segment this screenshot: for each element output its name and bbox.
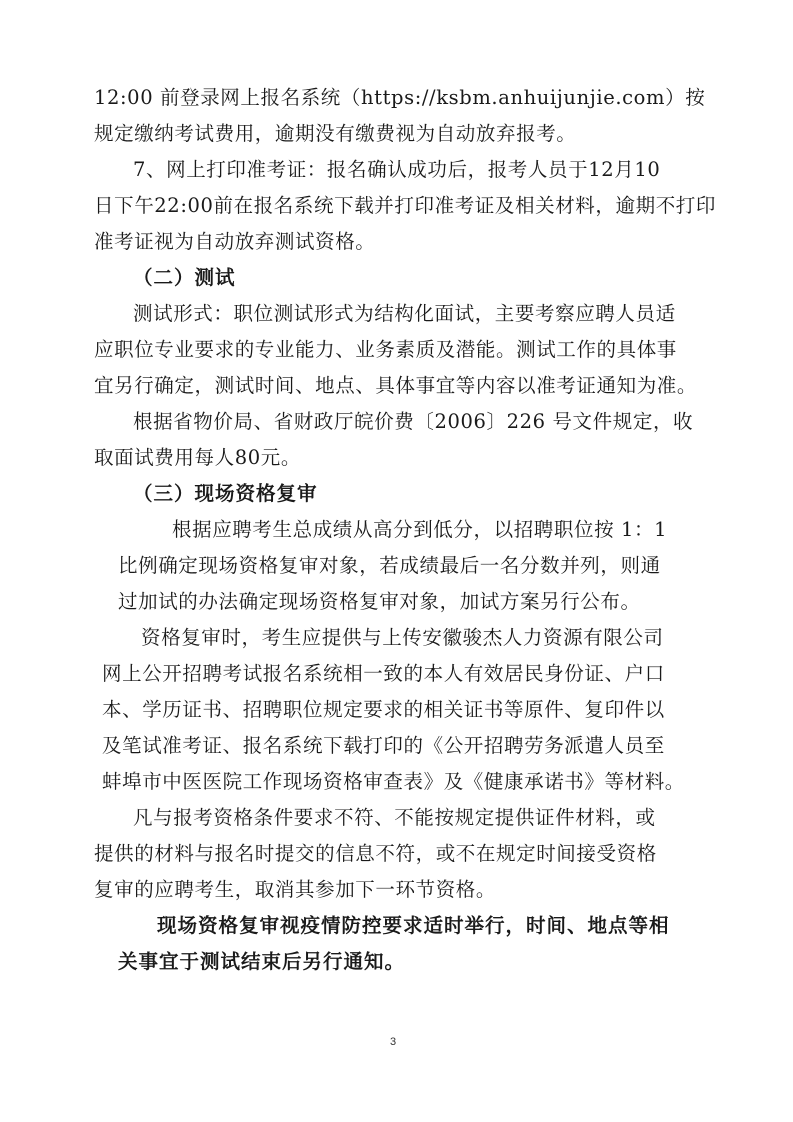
page-number: 3 — [390, 1036, 397, 1048]
text-line: 7、网上打印准考证：报名确认成功后，报考人员于12月10 — [133, 158, 661, 181]
text-line: 宜另行确定，测试时间、地点、具体事宜等内容以准考证通知为准。 — [94, 374, 698, 397]
text-line: 蚌埠市中医医院工作现场资格审查表》及《健康承诺书》等材料。 — [102, 770, 685, 793]
text-line: 12:00 前登录网上报名系统（https://ksbm.anhuijunjie.com）按 — [94, 86, 706, 109]
section-heading-review: （三）现场资格复审 — [133, 482, 318, 505]
text-line: 根据应聘考生总成绩从高分到低分，以招聘职位按 1：1 — [172, 518, 668, 541]
text-line: 复审的应聘考生，取消其参加下一环节资格。 — [94, 878, 497, 901]
text-line: 资格复审时，考生应提供与上传安徽骏杰人力资源有限公司 — [141, 626, 664, 649]
text-line: 应职位专业要求的专业能力、业务素质及潜能。测试工作的具体事 — [94, 338, 677, 361]
text-line: 及笔试准考证、报名系统下载打印的《公开招聘劳务派遣人员至 — [102, 734, 665, 757]
closing-note-line: 现场资格复审视疫情防控要求适时举行，时间、地点等相 — [157, 914, 670, 937]
text-line: 取面试费用每人80元。 — [94, 446, 301, 469]
section-heading-test: （二）测试 — [133, 266, 236, 289]
text-line: 准考证视为自动放弃测试资格。 — [94, 230, 376, 253]
text-line: 比例确定现场资格复审对象，若成绩最后一名分数并列，则通 — [118, 554, 661, 577]
text-line: 测试形式：职位测试形式为结构化面试，主要考察应聘人员适 — [133, 302, 676, 325]
text-line: 日下午22:00前在报名系统下载并打印准考证及相关材料，逾期不打印 — [94, 194, 716, 217]
text-line: 凡与报考资格条件要求不符、不能按规定提供证件材料，或 — [133, 806, 656, 829]
text-line: 本、学历证书、招聘职位规定要求的相关证书等原件、复印件以 — [102, 698, 665, 721]
text-line: 根据省物价局、省财政厅皖价费〔2006〕226 号文件规定，收 — [133, 410, 694, 433]
text-line: 网上公开招聘考试报名系统相一致的本人有效居民身份证、户口 — [102, 662, 665, 685]
text-line: 过加试的办法确定现场资格复审对象，加试方案另行公布。 — [118, 590, 641, 613]
text-line: 规定缴纳考试费用，逾期没有缴费视为自动放弃报考。 — [94, 122, 577, 145]
closing-note-line: 关事宜于测试结束后另行通知。 — [118, 950, 406, 973]
text-line: 提供的材料与报名时提交的信息不符，或不在规定时间接受资格 — [94, 842, 657, 865]
